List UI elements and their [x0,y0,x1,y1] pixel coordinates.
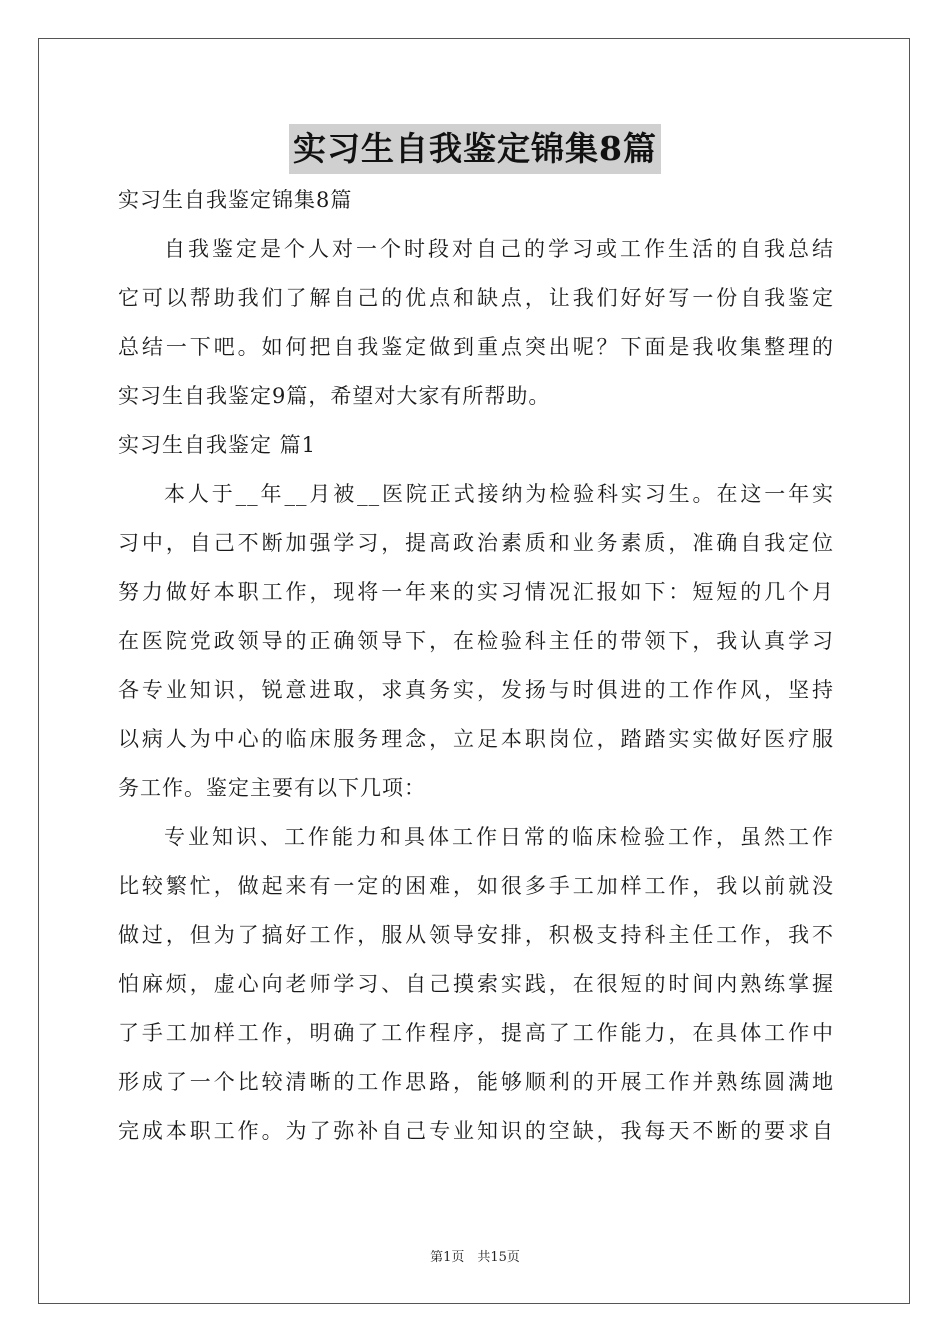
paragraph-1 [118,470,834,813]
paragraph-line: 实习生自我鉴定9篇，希望对大家有所帮助。 [118,384,551,408]
intro-paragraph [118,225,834,421]
paragraph-line: 以病人为中心的临床服务理念，立足本职岗位，踏踏实实做好医疗服 [118,727,834,751]
paragraph-line: 自我鉴定是个人对一个时段对自己的学习或工作生活的自我总结 [164,237,834,261]
paragraph-line: 做过，但为了搞好工作，服从领导安排，积极支持科主任工作，我不 [118,923,834,947]
paragraph-line: 形成了一个比较清晰的工作思路，能够顺利的开展工作并熟练圆满地 [118,1070,834,1094]
paragraph-line: 各专业知识，锐意进取，求真务实，发扬与时俱进的工作作风，坚持 [118,678,834,702]
section-heading: 实习生自我鉴定 篇1 [118,433,317,457]
paragraph-line: 总结一下吧。如何把自我鉴定做到重点突出呢？下面是我收集整理的 [118,335,834,359]
document-body [118,176,834,1156]
paragraph-line: 专业知识、工作能力和具体工作日常的临床检验工作，虽然工作 [164,825,834,849]
paragraph-2 [118,813,834,1156]
paragraph-line: 怕麻烦，虚心向老师学习、自己摸索实践，在很短的时间内熟练掌握 [118,972,834,996]
document-subtitle: 实习生自我鉴定锦集8篇 [118,188,353,212]
paragraph-line: 了手工加样工作，明确了工作程序，提高了工作能力，在具体工作中 [118,1021,834,1045]
document-title-text: 实习生自我鉴定锦集8篇 [289,124,661,174]
paragraph-line: 完成本职工作。为了弥补自己专业知识的空缺，我每天不断的要求自 [118,1119,834,1143]
paragraph-line: 务工作。鉴定主要有以下几项： [118,776,426,800]
document-title [0,124,950,174]
paragraph-line: 本人于__年__月被__医院正式接纳为检验科实习生。在这一年实 [164,482,834,506]
paragraph-line: 努力做好本职工作，现将一年来的实习情况汇报如下：短短的几个月 [118,580,834,604]
paragraph-line: 它可以帮助我们了解自己的优点和缺点，让我们好好写一份自我鉴定 [118,286,834,310]
paragraph-line: 习中，自己不断加强学习，提高政治素质和业务素质，准确自我定位 [118,531,834,555]
page-footer: 第1页 共15页 [430,1250,520,1265]
paragraph-line: 在医院党政领导的正确领导下，在检验科主任的带领下，我认真学习 [118,629,834,653]
paragraph-line: 比较繁忙，做起来有一定的困难，如很多手工加样工作，我以前就没 [118,874,834,898]
